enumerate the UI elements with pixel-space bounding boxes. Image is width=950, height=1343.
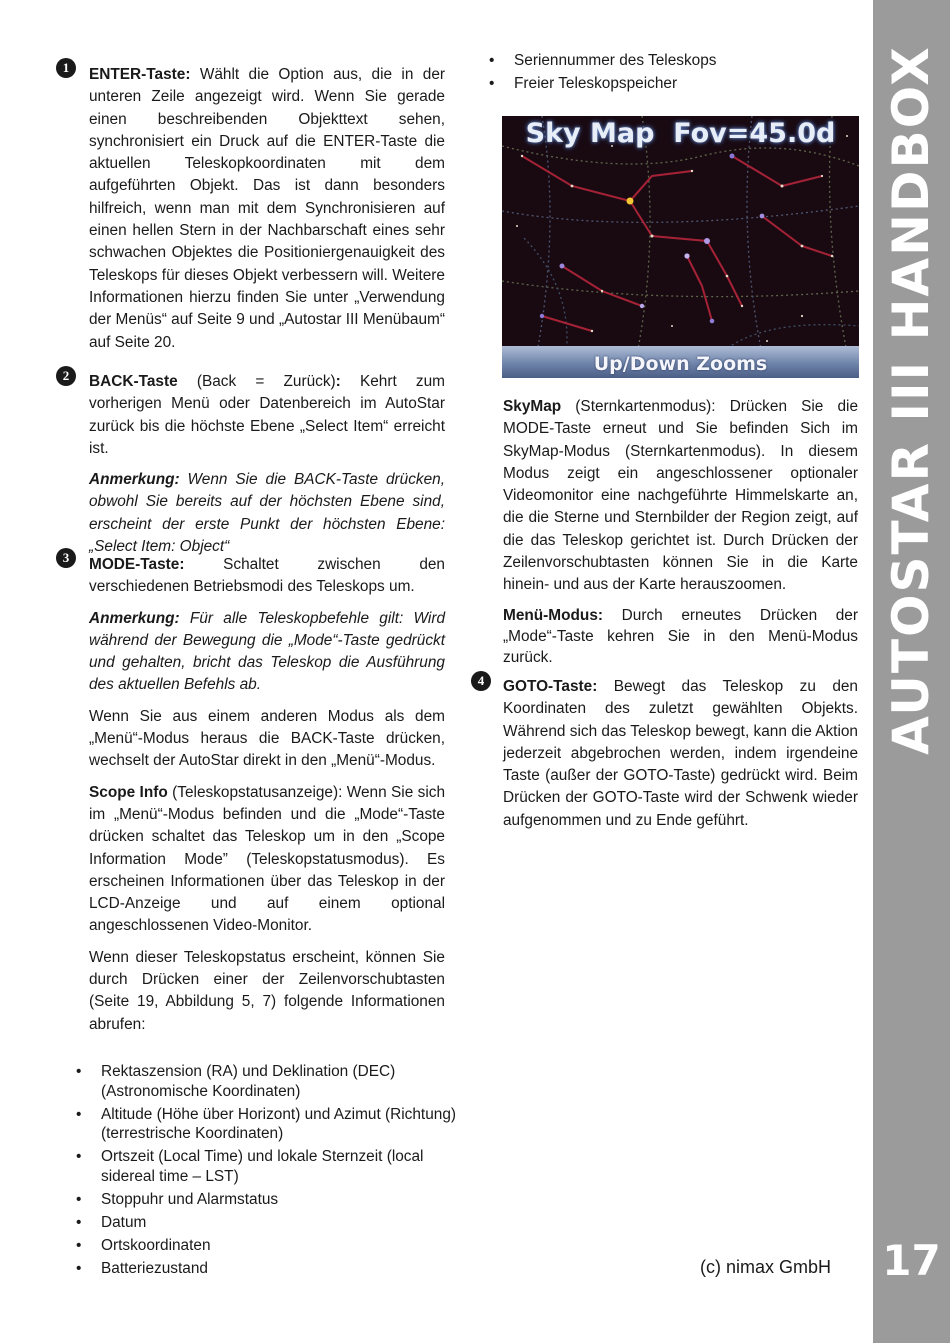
item-marker-4: 4 [471,671,491,691]
bullet-dot: • [489,75,495,92]
skymap-text: (Sternkartenmodus): Drücken Sie die MODE-Taste erneut und Sie befinden Sich im SkyMap-Modus (Sternkartenmodus). In diesem Modus zeigt ein angeschlossener optionaler Videomonitor eine nachgeführte Himmelskarte an, die die Sterne und Sternbilder der Region zeigt, auf die das Teleskop gerichtet ist. Durch Drücken der Zeilenvorschubtasten können Sie in die Karte hinein- und aus der Karte herauszoomen. [503,398,859,594]
back-note-label: Anmerkung: [89,471,180,489]
skymap-screenshot [502,116,859,378]
mode-key-label: MODE-Taste: [89,556,185,573]
telescope-info-list [489,51,869,97]
menu-mode-text: Durch erneutes Drücken der „Mode“-Taste kehren Sie in den Menü-Modus zurück. [503,606,858,666]
list-item [76,1147,456,1186]
mode-key-text: Schaltet zwischen den verschiedenen Betriebsmodi des Teleskops um. [89,556,445,596]
list-item [76,1062,456,1101]
back-key-label: BACK-Taste [89,373,178,390]
list-item-text: Seriennummer des Teleskops [514,52,717,69]
mode-key-section [89,554,445,1036]
copyright-notice: (c) nimax GmbH [700,1257,832,1277]
back-key-colon: : [335,373,341,390]
list-item [489,74,869,94]
bullet-dot: • [76,1063,82,1080]
bullet-dot: • [76,1105,82,1123]
list-item-text: Ortskoordinaten [101,1236,211,1254]
list-item [76,1213,456,1233]
item-marker-3: 3 [56,548,76,568]
goto-key-section [503,676,858,832]
back-key-text: Kehrt zum vorherigen Menü oder Datenbereich im AutoStar zurück bis die höchste Ebene „Select Item“ erreicht ist. [89,373,445,457]
list-item [76,1259,456,1279]
skymap-title: Sky Map Fov=45.0d [525,118,836,149]
list-item-text: Datum [101,1213,147,1231]
list-item-text: Stoppuhr und Alarmstatus [101,1190,279,1208]
list-item-text: Ortszeit (Local Time) und lokale Sternzeit (local sidereal time – LST) [101,1148,424,1185]
skymap-section [503,396,858,668]
enter-key-label: ENTER-Taste: [89,66,191,83]
enter-key-text: Wählt die Option aus, die in der unteren Zeile angezeigt wird. Wenn Sie gerade einen beschreibenden Objekttext sehen, synchronisiert ein Druck auf die ENTER-Taste die aktuellen Teleskopkoordinaten mit dem aufgeführten Objekt. Das ist dann besonders hilfreich, wenn man mit dem Synchronisieren auf einen hellen Stern in der Nachbarschaft eines sehr schwachen Objektes die Positioniergenauigkeit des Teleskops für dieses Objekt verbessern will. Weitere Informationen hierzu finden Sie unter „Verwendung der Menüs“ auf Seite 9 und „Autostar III Menübaum“ auf Seite 20. [89,66,446,351]
back-key-paren: (Back = Zurück) [196,373,336,390]
goto-key-text: Bewegt das Teleskop zu den Koordinaten des zuletzt gewählten Objekts. Während sich das Teleskop bewegt, kann die Aktion jederzeit abgebrochen werden, indem irgendeine Taste (außer der GOTO-Taste) gedrückt wird. Beim Drücken der GOTO-Taste wird der Schwenk wieder aufgenommen und zu Ende geführt. [503,678,858,829]
enter-key-section [89,64,445,354]
list-item [76,1190,456,1210]
menu-mode-label: Menü-Modus: [503,606,604,624]
list-item-text: Freier Teleskopspeicher [514,75,678,92]
item-marker-1: 1 [56,58,76,78]
list-item-text: Rektaszension (RA) und Deklination (DEC) (Astronomische Koordinaten) [101,1063,396,1100]
scope-info-label: Scope Info [89,783,168,801]
bullet-dot: • [76,1190,82,1208]
skymap-zoom-hint: Up/Down Zooms [593,353,768,375]
mode-paragraph-1: Wenn Sie aus einem anderen Modus als dem „Menü“-Modus heraus die BACK-Taste drücken, wechselt der AutoStar direkt in den „Menü“-Modus. [89,707,445,770]
bullet-dot: • [489,52,495,69]
status-info-list [76,1062,456,1282]
list-item [76,1236,456,1256]
skymap-label: SkyMap [503,398,562,415]
back-key-section [89,371,445,558]
handbook-title: AUTOSTAR III HANDBOX [882,45,940,755]
scope-info-text: (Teleskopstatusanzeige): Wenn Sie sich im „Menü“-Modus befinden und die „Mode“-Taste drücken schaltet das Teleskop um in den „Scope Information Mode” (Teleskopstatusmodus). Es erscheinen Informationen über das Teleskop in der LCD-Anzeige und auf einem optional angeschlossenen Video-Monitor. [89,783,446,935]
bullet-dot: • [76,1236,82,1254]
page-number: 17 [882,1236,941,1285]
list-item [76,1105,456,1144]
bullet-dot: • [76,1259,82,1277]
bullet-dot: • [76,1213,82,1231]
mode-paragraph-2: Wenn dieser Teleskopstatus erscheint, können Sie durch Drücken einer der Zeilenvorschubtasten (Seite 19, Abbildung 5, 7) folgende Informationen abrufen: [89,948,445,1033]
mode-note-text: Für alle Teleskopbefehle gilt: Wird während der Bewegung die „Mode“-Taste gedrückt und gehalten, bricht das Teleskop die Ausführung des aktuellen Befehls ab. [89,609,446,694]
star-map-graphic [502,116,859,378]
list-item-text: Batteriezustand [101,1259,208,1277]
mode-note-label: Anmerkung: [89,609,180,627]
goto-key-label: GOTO-Taste: [503,678,598,695]
list-item [489,51,869,71]
bullet-dot: • [76,1148,82,1165]
list-item-text: Altitude (Höhe über Horizont) und Azimut (Richtung) (terrestrische Koordinaten) [101,1105,457,1142]
item-marker-2: 2 [56,366,76,386]
back-note-text: Wenn Sie die BACK-Taste drücken, obwohl Sie bereits auf der höchsten Ebene sind, erscheint der erste Punkt der höchsten Ebene: „Select Item: Object“ [89,471,445,556]
